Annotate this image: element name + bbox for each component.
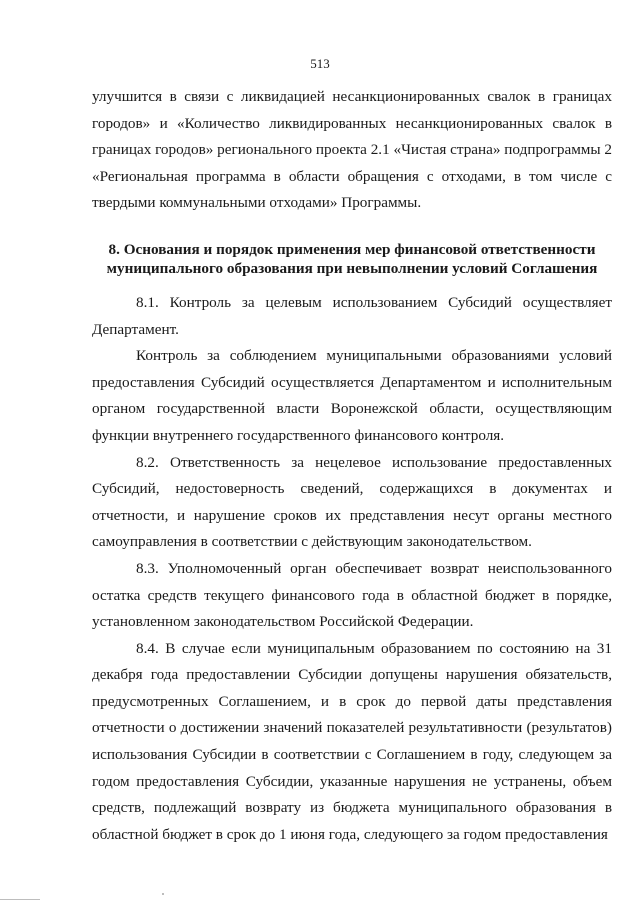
paragraph-continuation: улучшится в связи с ликвидацией несанкционированных свалок в границах городов» и «Количество ликвидированных несанкционированных свалок в границах городов» регионального проекта 2.1 «Чистая страна» подпрограммы 2 «Региональная программа в области обращения с отходами, в том числе с твердыми коммунальными отходами» Программы. — [92, 88, 613, 212]
paragraph-8-2: 8.2. Ответственность за нецелевое использование предоставленных Субсидий, недостоверность сведений, содержащихся в документах и отчетности, и нарушение сроков их представления несут органы местного самоуправления в соответствии с действующим законодательством. — [92, 453, 612, 551]
paragraph-8-1: 8.1. Контроль за целевым использованием Субсидий осуществляет Департамент. — [92, 293, 612, 338]
page-number: 513 — [310, 56, 330, 71]
document-body — [92, 84, 612, 848]
scan-artifact-dot — [162, 893, 164, 895]
paragraph-control: Контроль за соблюдением муниципальными образованиями условий предоставления Субсидий осуществляется Департаментом и исполнительным органом государственной власти Воронежской области, осуществляющим функции внутреннего государственного финансового контроля. — [92, 347, 612, 444]
scan-artifact-line — [0, 899, 40, 900]
paragraph-8-3: 8.3. Уполномоченный орган обеспечивает возврат неиспользованного остатка средств текущего финансового года в областной бюджет в порядке, установленном законодательством Российской Федерации. — [92, 559, 612, 631]
paragraph-8-4: 8.4. В случае если муниципальным образованием по состоянию на 31 декабря года предоставлении Субсидии допущены нарушения обязательств, предусмотренных Соглашением, и в срок до первой даты представления отчетности о достижении значений показателей результативности (результатов) использования Субсидии в соответствии с Соглашением в году, следующем за годом предоставления Субсидии, указанные нарушения не устранены, объем средств, подлежащий возврату из бюджета муниципального образования в областной бюджет в срок до 1 июня года, следующего за годом предоставления — [92, 639, 612, 843]
section-heading: 8. Основания и порядок применения мер финансовой ответственности муниципального образования при невыполнении условий Соглашения — [106, 240, 598, 277]
